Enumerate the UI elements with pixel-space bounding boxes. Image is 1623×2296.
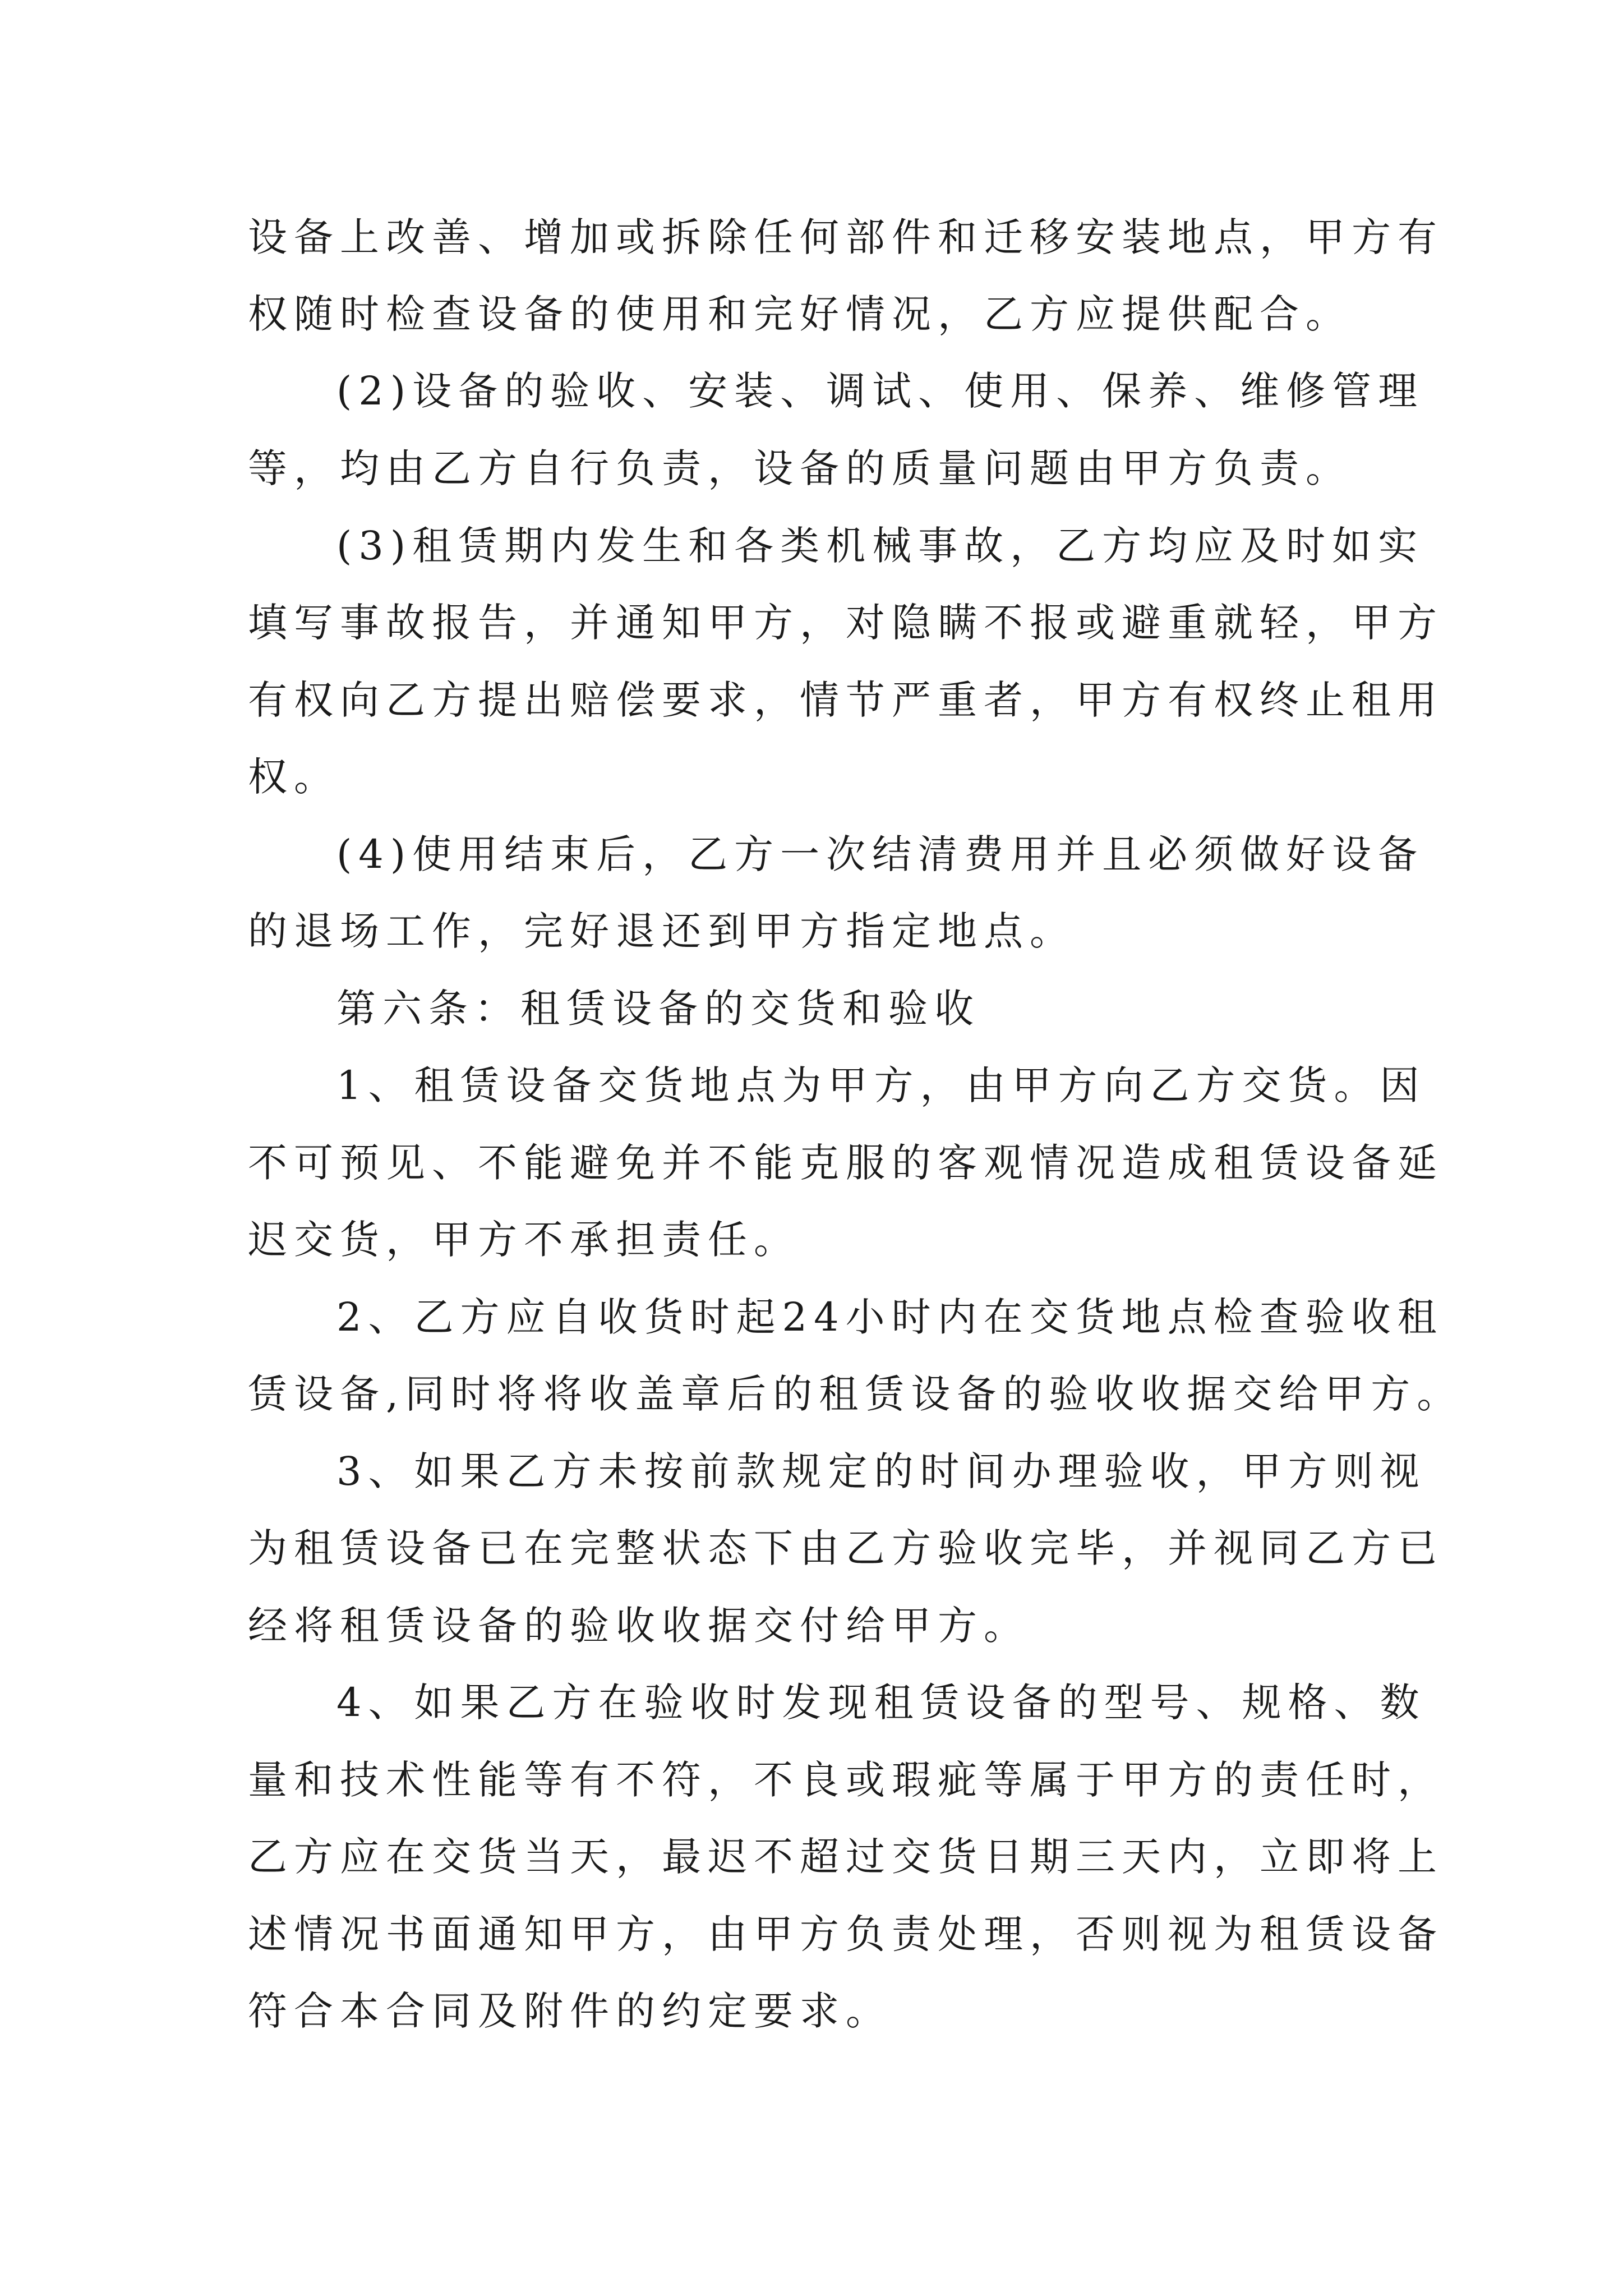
text-line: 述情况书面通知甲方，由甲方负责处理，否则视为租赁设备 [248,1911,1444,1957]
text-line: 迟交货，甲方不承担责任。 [248,1217,800,1263]
text-line: 权。 [248,754,340,800]
text-line: 乙方应在交货当天，最迟不超过交货日期三天内，立即将上 [248,1834,1444,1880]
text-line: 赁设备,同时将将收盖章后的租赁设备的验收收据交给甲方。 [248,1371,1463,1417]
text-line: 2、乙方应自收货时起24小时内在交货地点检查验收租 [336,1294,1444,1340]
text-line: 3、如果乙方未按前款规定的时间办理验收，甲方则视 [336,1448,1426,1494]
text-line: 设备上改善、增加或拆除任何部件和迁移安装地点，甲方有 [248,214,1444,260]
text-line: 为租赁设备已在完整状态下由乙方验收完毕，并视同乙方已 [248,1525,1444,1571]
text-line: (3)租赁期内发生和各类机械事故，乙方均应及时如实 [336,523,1424,569]
text-line: 填写事故报告，并通知甲方，对隐瞒不报或避重就轻，甲方 [248,600,1444,646]
section-heading: 第六条：租赁设备的交货和验收 [336,986,980,1032]
text-line: 的退场工作，完好退还到甲方指定地点。 [248,908,1076,954]
text-line: 有权向乙方提出赔偿要求，情节严重者，甲方有权终止租用 [248,677,1444,723]
text-line: 1、租赁设备交货地点为甲方，由甲方向乙方交货。因 [336,1062,1426,1108]
text-line: 不可预见、不能避免并不能克服的客观情况造成租赁设备延 [248,1140,1444,1186]
text-line: (2)设备的验收、安装、调试、使用、保养、维修管理 [336,368,1424,414]
text-line: 权随时检查设备的使用和完好情况，乙方应提供配合。 [248,291,1352,337]
text-line: 等，均由乙方自行负责，设备的质量问题由甲方负责。 [248,445,1352,491]
text-line: 经将租赁设备的验收收据交付给甲方。 [248,1603,1030,1649]
text-line: 符合本合同及附件的约定要求。 [248,1988,892,2034]
text-line: 量和技术性能等有不符，不良或瑕疵等属于甲方的责任时， [248,1757,1444,1803]
text-line: (4)使用结束后，乙方一次结清费用并且必须做好设备 [336,831,1424,877]
text-line: 4、如果乙方在验收时发现租赁设备的型号、规格、数 [336,1680,1426,1726]
